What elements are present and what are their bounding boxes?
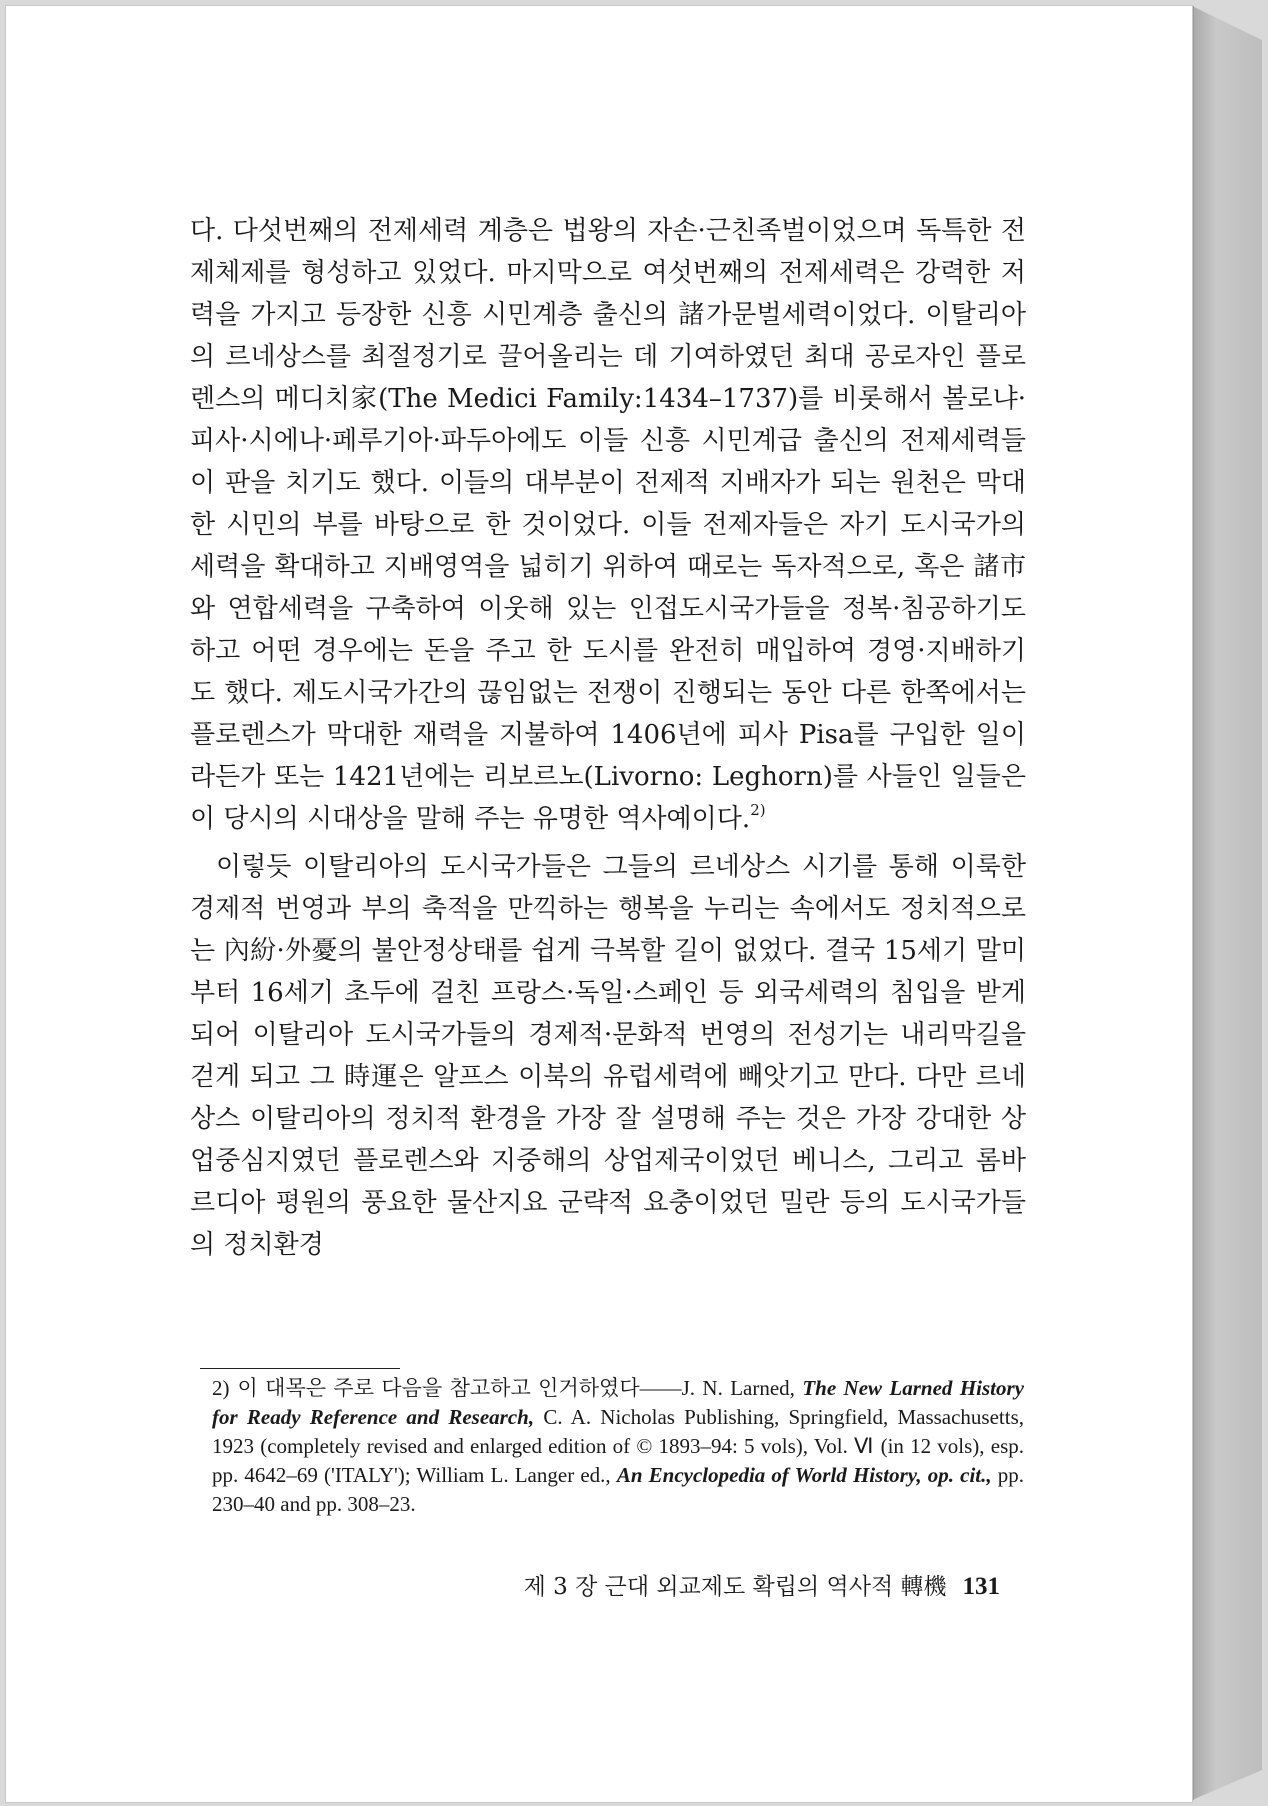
footnote-reference[interactable]: 2): [750, 801, 766, 819]
footnote: [212, 1374, 1024, 1519]
footnote-number: 2): [212, 1376, 230, 1400]
footnote-title: An Encyclopedia of World History, op. cit.,: [616, 1463, 992, 1487]
page-footer: [470, 1572, 1000, 1602]
footnote-divider: [200, 1368, 400, 1369]
page-number: 131: [962, 1573, 1000, 1600]
paragraph-text: 이렇듯 이탈리아의 도시국가들은 그들의 르네상스 시기를 통해 이룩한 경제적 번영과 부의 축적을 만끽하는 행복을 누리는 속에서도 정치적으로는 內紛·外憂의 불안정상태를 쉽게 극복할 길이 없었다. 결국 15세기 말미부터 16세기 초두에 걸친 프랑스·독일·스페인 등 외국세력의 침입을 받게 되어 이탈리아 도시국가들의 경제적·문화적 번영의 전성기는 내리막길을 걷게 되고 그 時運은 알프스 이북의 유럽세력에 빼앗기고 만다. 다만 르네상스 이탈리아의 정치적 환경을 가장 잘 설명해 주는 것은 가장 강대한 상업중심지였던 플로렌스와 지중해의 상업제국이었던 베니스, 그리고 롬바르디아 평원의 풍요한 물산지요 군략적 요충이었던 밀란 등의 도시국가들의 정치환경: [190, 852, 1026, 1260]
paragraph-text: 다. 다섯번째의 전제세력 계층은 법왕의 자손·근친족벌이었으며 독특한 전제체제를 형성하고 있었다. 마지막으로 여섯번째의 전제세력은 강력한 저력을 가지고 등장한 신흥 시민계층 출신의 諸가문벌세력이었다. 이탈리아의 르네상스를 최절정기로 끌어올리는 데 기여하였던 최대 공로자인 플로렌스의 메디치家(The Medici Family:1434–1737)를 비롯해서 볼로냐·피사·시에나·페루기아·파두아에도 이들 신흥 시민계급 출신의 전제세력들이 판을 치기도 했다. 이들의 대부분이 전제적 지배자가 되는 원천은 막대한 시민의 부를 바탕으로 한 것이었다. 이들 전제자들은 자기 도시국가의 세력을 확대하고 지배영역을 넓히기 위하여 때로는 독자적으로, 혹은 諸市와 연합세력을 구축하여 이웃해 있는 인접도시국가들을 정복·침공하기도 하고 어떤 경우에는 돈을 주고 한 도시를 완전히 매입하여 경영·지배하기도 했다. 제도시국가간의 끊임없는 전쟁이 진행되는 동안 다른 한쪽에서는 플로렌스가 막대한 재력을 지불하여 1406년에 피사 Pisa를 구입한 일이라든가 또는 1421년에는 리보르노(Livorno: Leghorn)를 사들인 일들은 이 당시의 시대상을 말해 주는 유명한 역사예이다.: [190, 216, 1026, 834]
page-stack-edge: [1192, 0, 1262, 1806]
footnote-title: The New Larned History for Ready Reference and Research,: [212, 1376, 1024, 1429]
page-edge-line: [1192, 6, 1194, 1800]
footnote-text: pp. 230–40 and pp. 308–23.: [212, 1463, 1025, 1516]
footnote-text: 이 대목은 주로 다음을 참고하고 인거하였다——J. N. Larned,: [237, 1376, 795, 1400]
running-head: 제 3 장 근대 외교제도 확립의 역사적 轉機: [523, 1574, 947, 1600]
body-text: [190, 210, 1026, 1266]
paragraph: [190, 210, 1026, 840]
paragraph: [190, 846, 1026, 1266]
footnote-text: C. A. Nicholas Publishing, Springfield, Massachusetts, 1923 (completely revised and enlarged edition of © 1893–94: 5 vols), Vol. Ⅵ (in 12 vols), esp. pp. 4642–69 ('ITALY'); William L. Langer ed.,: [212, 1405, 1025, 1487]
